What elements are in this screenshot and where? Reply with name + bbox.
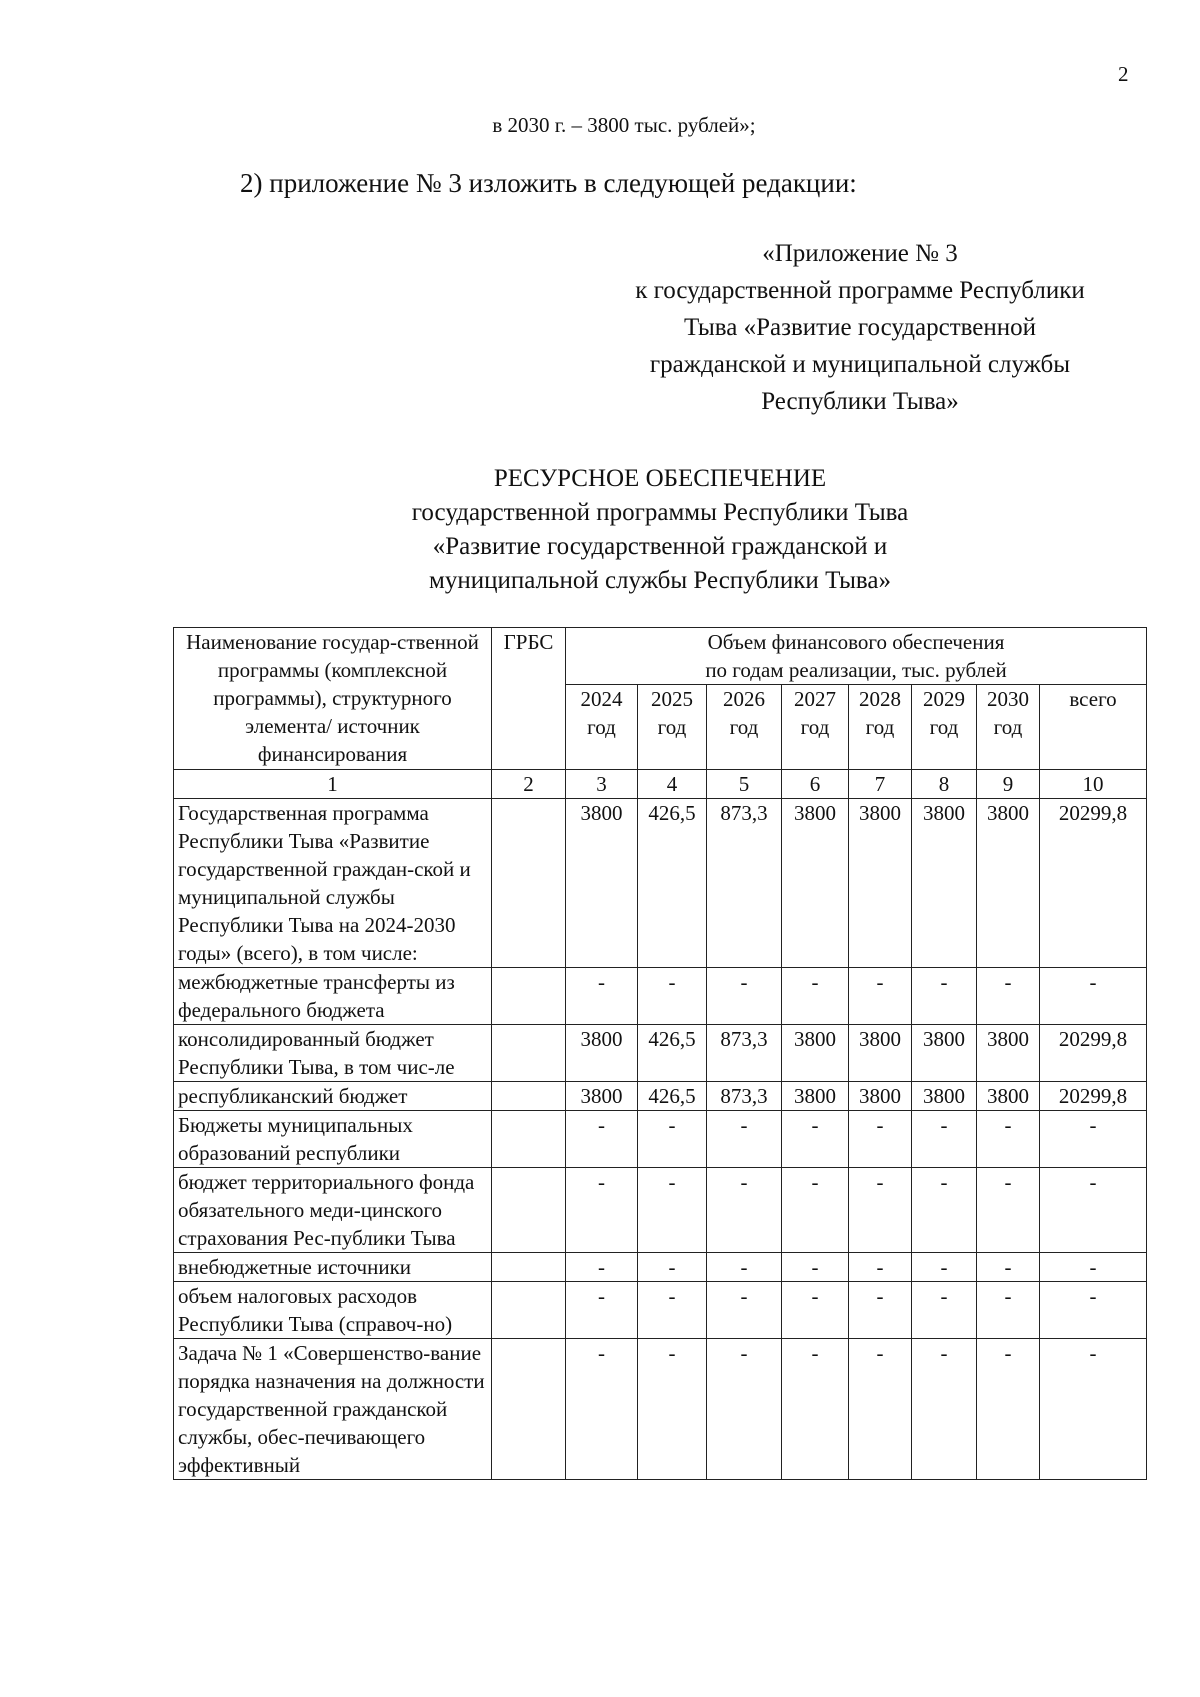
row-value-cell: - (912, 968, 977, 1025)
row-grbs-cell (492, 1082, 566, 1111)
page-number: 2 (1118, 62, 1129, 86)
row-grbs-cell (492, 1168, 566, 1253)
row-name-cell: бюджет территориального фонда обязательного меди-цинского страхования Рес-публики Тыва (174, 1168, 492, 1253)
row-value-cell: - (782, 1253, 849, 1282)
row-value-cell: - (707, 1282, 782, 1339)
resource-table (173, 627, 1147, 1480)
appendix-line: Республики Тыва» (761, 388, 959, 415)
row-value-cell: - (977, 1253, 1040, 1282)
row-value-cell: 3800 (849, 1082, 912, 1111)
row-value-cell: 3800 (849, 799, 912, 968)
year-header-cell: 2028 год (849, 685, 912, 770)
row-value-cell: - (707, 1111, 782, 1168)
appendix-line: гражданской и муниципальной службы (649, 351, 1071, 378)
row-value-cell: - (912, 1168, 977, 1253)
row-value-cell: - (707, 1168, 782, 1253)
table-row (174, 1253, 1147, 1282)
amendment-intro: 2) приложение № 3 изложить в следующей редакции: (240, 168, 857, 198)
row-value-cell: 873,3 (707, 799, 782, 968)
row-value-cell: - (566, 1282, 638, 1339)
year-header-cell: 2030 год (977, 685, 1040, 770)
row-grbs-cell (492, 799, 566, 968)
column-number-cell: 2 (492, 770, 566, 799)
row-value-cell: 3800 (782, 1082, 849, 1111)
row-value-cell: - (912, 1253, 977, 1282)
header-volume-cell (566, 628, 1147, 685)
year-header-cell: 2025 год (638, 685, 707, 770)
table-row (174, 1168, 1147, 1253)
row-value-cell: 3800 (977, 799, 1040, 968)
row-value-cell: - (638, 1253, 707, 1282)
row-name-cell: объем налоговых расходов Республики Тыва (справоч-но) (174, 1282, 492, 1339)
row-value-cell: 3800 (566, 799, 638, 968)
row-value-cell: - (912, 1339, 977, 1480)
row-name-cell: Государственная программа Республики Тыва «Развитие государственной граждан-ской и муниципальной службы Республики Тыва на 2024-2030 годы» (всего), в том числе: (174, 799, 492, 968)
row-value-cell: 3800 (977, 1025, 1040, 1082)
row-value-cell: - (707, 1253, 782, 1282)
table-row (174, 1082, 1147, 1111)
row-value-cell: 426,5 (638, 1025, 707, 1082)
row-total-cell: - (1040, 1253, 1147, 1282)
row-value-cell: - (782, 968, 849, 1025)
row-value-cell: - (977, 1339, 1040, 1480)
continuation-line: в 2030 г. – 3800 тыс. рублей»; (492, 113, 756, 137)
row-value-cell: 3800 (566, 1025, 638, 1082)
heading-line: муниципальной службы Республики Тыва» (429, 567, 891, 594)
heading-line: «Развитие государственной гражданской и (432, 533, 888, 560)
row-value-cell: 426,5 (638, 799, 707, 968)
row-value-cell: - (849, 1282, 912, 1339)
appendix-line: «Приложение № 3 (762, 240, 958, 267)
row-value-cell: 3800 (782, 1025, 849, 1082)
heading-line: РЕСУРСНОЕ ОБЕСПЕЧЕНИЕ (493, 465, 827, 492)
table-row (174, 1282, 1147, 1339)
row-value-cell: - (566, 1111, 638, 1168)
row-total-cell: - (1040, 1111, 1147, 1168)
table-row (174, 799, 1147, 968)
row-value-cell: - (977, 968, 1040, 1025)
header-name-cell: Наименование государ-ственной программы (комплексной программы), структурного элемента/ источник финансирования (174, 628, 492, 770)
row-value-cell: 3800 (912, 1082, 977, 1111)
row-value-cell: 873,3 (707, 1025, 782, 1082)
row-value-cell: - (566, 968, 638, 1025)
header-volume-line: Объем финансового обеспечения (707, 630, 1005, 654)
row-grbs-cell (492, 1339, 566, 1480)
row-name-cell: консолидированный бюджет Республики Тыва, в том чис-ле (174, 1025, 492, 1082)
row-total-cell: 20299,8 (1040, 1025, 1147, 1082)
row-total-cell: - (1040, 1339, 1147, 1480)
column-number-cell: 9 (977, 770, 1040, 799)
row-value-cell: 3800 (912, 799, 977, 968)
row-value-cell: - (849, 1111, 912, 1168)
row-value-cell: - (566, 1168, 638, 1253)
year-header-cell: 2029 год (912, 685, 977, 770)
row-grbs-cell (492, 1282, 566, 1339)
row-value-cell: - (912, 1282, 977, 1339)
row-grbs-cell (492, 1253, 566, 1282)
year-header-cell: 2027 год (782, 685, 849, 770)
row-value-cell: - (849, 1168, 912, 1253)
row-value-cell: - (912, 1111, 977, 1168)
table-row (174, 968, 1147, 1025)
row-value-cell: - (638, 1282, 707, 1339)
row-value-cell: - (638, 1168, 707, 1253)
row-value-cell: - (638, 1339, 707, 1480)
document-heading (260, 462, 1060, 598)
row-value-cell: 3800 (782, 799, 849, 968)
column-number-cell: 7 (849, 770, 912, 799)
row-value-cell: - (566, 1253, 638, 1282)
row-value-cell: - (638, 1111, 707, 1168)
row-value-cell: - (638, 968, 707, 1025)
appendix-caption (560, 235, 1160, 420)
row-value-cell: - (782, 1168, 849, 1253)
row-value-cell: 3800 (849, 1025, 912, 1082)
column-number-cell: 10 (1040, 770, 1147, 799)
header-volume-line: по годам реализации, тыс. рублей (705, 658, 1007, 682)
column-number-cell: 1 (174, 770, 492, 799)
row-value-cell: - (566, 1339, 638, 1480)
column-number-cell: 3 (566, 770, 638, 799)
appendix-line: Тыва «Развитие государственной (683, 314, 1037, 341)
row-value-cell: - (977, 1168, 1040, 1253)
header-row (174, 628, 1147, 685)
row-name-cell: республиканский бюджет (174, 1082, 492, 1111)
row-total-cell: - (1040, 1282, 1147, 1339)
row-value-cell: - (977, 1111, 1040, 1168)
table-row (174, 1111, 1147, 1168)
row-value-cell: 873,3 (707, 1082, 782, 1111)
row-grbs-cell (492, 1111, 566, 1168)
row-name-cell: внебюджетные источники (174, 1253, 492, 1282)
appendix-line: к государственной программе Республики (635, 277, 1085, 304)
row-value-cell: - (707, 968, 782, 1025)
row-value-cell: - (782, 1339, 849, 1480)
row-total-cell: - (1040, 1168, 1147, 1253)
heading-line: государственной программы Республики Тыва (411, 499, 909, 526)
row-value-cell: - (782, 1111, 849, 1168)
row-grbs-cell (492, 1025, 566, 1082)
row-value-cell: 3800 (977, 1082, 1040, 1111)
row-value-cell: 3800 (566, 1082, 638, 1111)
header-grbs-cell: ГРБС (492, 628, 566, 770)
row-value-cell: - (849, 1253, 912, 1282)
row-value-cell: 426,5 (638, 1082, 707, 1111)
column-number-row (174, 770, 1147, 799)
year-header-cell: 2024 год (566, 685, 638, 770)
row-total-cell: 20299,8 (1040, 799, 1147, 968)
row-value-cell: - (977, 1282, 1040, 1339)
total-header-cell: всего (1040, 685, 1147, 770)
row-value-cell: - (707, 1339, 782, 1480)
row-name-cell: межбюджетные трансферты из федерального бюджета (174, 968, 492, 1025)
row-value-cell: - (782, 1282, 849, 1339)
column-number-cell: 6 (782, 770, 849, 799)
row-grbs-cell (492, 968, 566, 1025)
row-name-cell: Бюджеты муниципальных образований республики (174, 1111, 492, 1168)
row-value-cell: - (849, 1339, 912, 1480)
column-number-cell: 8 (912, 770, 977, 799)
column-number-cell: 5 (707, 770, 782, 799)
year-header-cell: 2026 год (707, 685, 782, 770)
row-name-cell: Задача № 1 «Совершенство-вание порядка назначения на должности государственной гражданской службы, обес-печивающего эффективный (174, 1339, 492, 1480)
row-value-cell: 3800 (912, 1025, 977, 1082)
table-row (174, 1025, 1147, 1082)
table-row (174, 1339, 1147, 1480)
column-number-cell: 4 (638, 770, 707, 799)
row-total-cell: 20299,8 (1040, 1082, 1147, 1111)
row-value-cell: - (849, 968, 912, 1025)
row-total-cell: - (1040, 968, 1147, 1025)
